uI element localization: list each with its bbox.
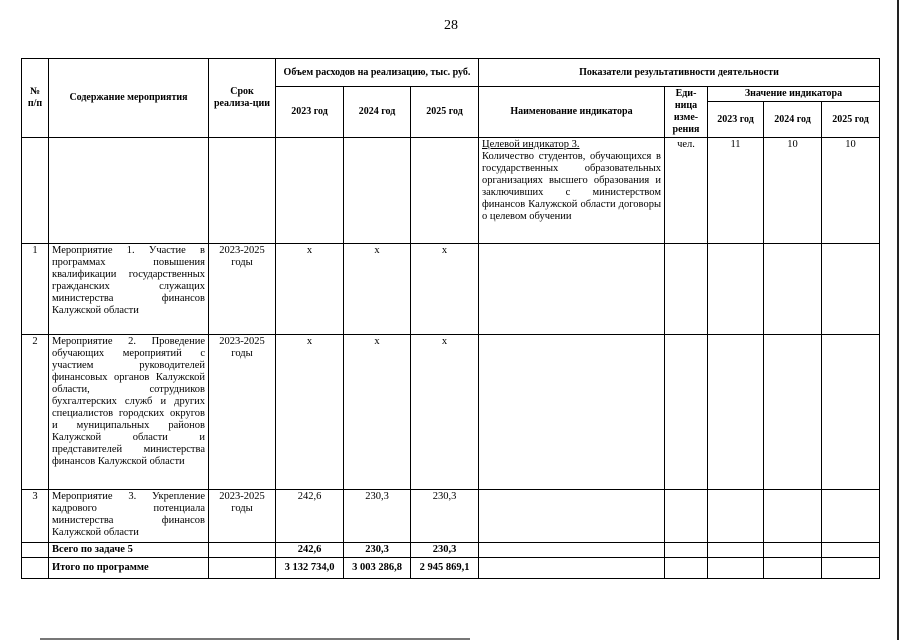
row-value-2025: 230,3	[411, 490, 479, 543]
row-value-2023: 242,6	[276, 490, 344, 543]
total-task-label: Всего по задаче 5	[49, 543, 209, 558]
row-value-2024: х	[344, 244, 411, 335]
row-num: 2	[22, 335, 49, 490]
total-program-row	[22, 558, 880, 579]
header-value-year-2025: 2025 год	[822, 102, 880, 138]
header-num: № п/п	[22, 59, 49, 138]
program-table	[21, 58, 880, 579]
row-term: 2023-2025 годы	[209, 244, 276, 335]
row-num: 1	[22, 244, 49, 335]
header-year-2023: 2023 год	[276, 87, 344, 138]
row-text: Мероприятие 1. Участие в программах повышения квалификации государственных гражданских служащих министерства финансов Калужской области	[49, 244, 209, 335]
row-text: Мероприятие 3. Укрепление кадрового потенциала министерства финансов Калужской области	[49, 490, 209, 543]
header-content: Содержание мероприятия	[49, 59, 209, 138]
total-program-2024: 3 003 286,8	[344, 558, 411, 579]
total-program-2023: 3 132 734,0	[276, 558, 344, 579]
program-table-wrapper	[21, 58, 880, 579]
header-value-year-2024: 2024 год	[764, 102, 822, 138]
total-program-label: Итого по программе	[49, 558, 209, 579]
row-value-2023: х	[276, 335, 344, 490]
header-indicator-value: Значение индикатора	[708, 87, 880, 102]
table-row	[22, 138, 880, 244]
header-value-year-2023: 2023 год	[708, 102, 764, 138]
total-program-2025: 2 945 869,1	[411, 558, 479, 579]
page-number: 28	[444, 18, 458, 33]
row-value-2025: х	[411, 244, 479, 335]
row-text: Мероприятие 2. Проведение обучающих мероприятий с участием руководителей финансовых органов Калужской области, сотрудников бухгалтерских служб и других специалистов городских округов и муниципальных районов Калужской области и представителей министерства финансов Калужской области	[49, 335, 209, 490]
row-term: 2023-2025 годы	[209, 490, 276, 543]
total-task-2023: 242,6	[276, 543, 344, 558]
row-value-2025: х	[411, 335, 479, 490]
target-indicator-title: Целевой индикатор 3.	[482, 139, 580, 150]
total-task-row	[22, 543, 880, 558]
row-value-2023: х	[276, 244, 344, 335]
header-term: Срок реализа-ции	[209, 59, 276, 138]
row-value-2024: х	[344, 335, 411, 490]
table-row	[22, 335, 880, 490]
header-indicator-name: Наименование индикатора	[479, 87, 665, 138]
header-unit: Еди-ница изме-рения	[665, 87, 708, 138]
target-indicator-cell	[479, 138, 665, 244]
target-value-2024: 10	[764, 138, 822, 244]
target-value-2025: 10	[822, 138, 880, 244]
row-term: 2023-2025 годы	[209, 335, 276, 490]
header-year-2024: 2024 год	[344, 87, 411, 138]
header-year-2025: 2025 год	[411, 87, 479, 138]
row-num: 3	[22, 490, 49, 543]
target-value-2023: 11	[708, 138, 764, 244]
header-expenses-group: Объем расходов на реализацию, тыс. руб.	[276, 59, 479, 87]
scan-edge-right	[897, 0, 899, 640]
header-indicators-group: Показатели результативности деятельности	[479, 59, 880, 87]
row-value-2024: 230,3	[344, 490, 411, 543]
target-indicator-unit: чел.	[665, 138, 708, 244]
table-row	[22, 490, 880, 543]
total-task-2025: 230,3	[411, 543, 479, 558]
total-task-2024: 230,3	[344, 543, 411, 558]
target-indicator-text: Количество студентов, обучающихся в государственных образовательных организациях высшего образования и заключивших с министерством финансов Калужской области договоры о целевом обучении	[482, 151, 661, 222]
table-row	[22, 244, 880, 335]
